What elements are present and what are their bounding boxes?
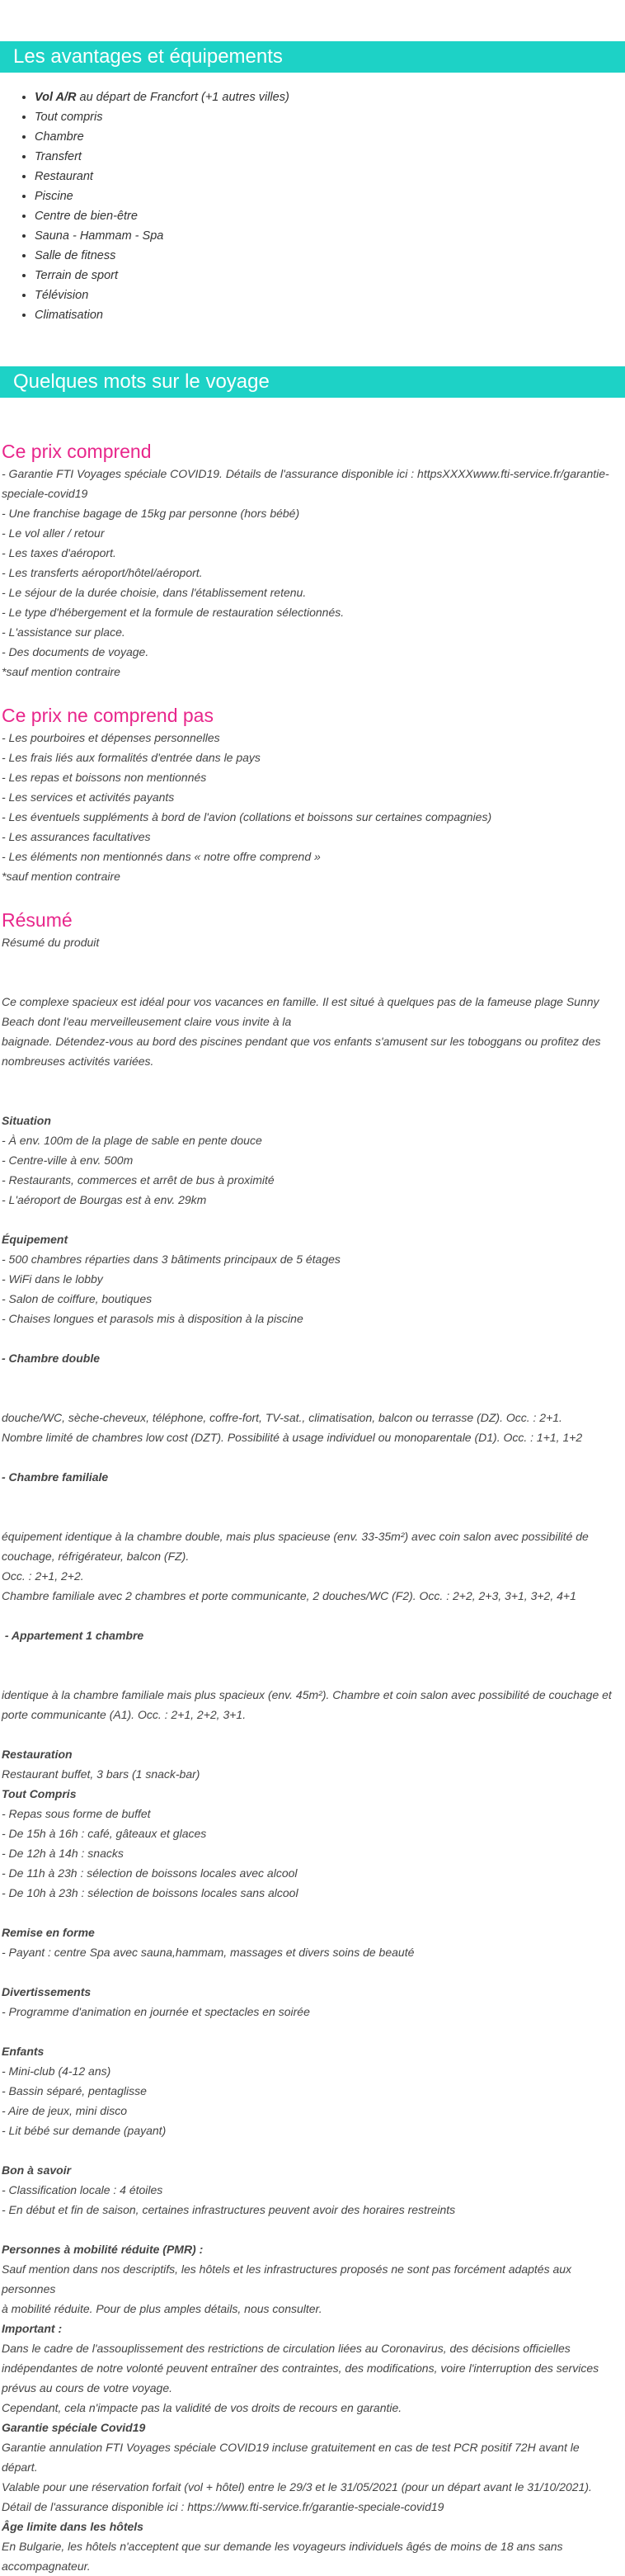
summary-blank-line	[2, 1665, 623, 1685]
price-includes-line: - Garantie FTI Voyages spéciale COVID19. Détails de l'assurance disponible ici : httpsXXXXwww.fti-service.fr/garantie-	[2, 467, 609, 480]
price-excludes-list	[2, 728, 623, 886]
summary-line: - 500 chambres réparties dans 3 bâtiments principaux de 5 étages	[2, 1253, 341, 1266]
summary-line: - Lit bébé sur demande (payant)	[2, 2124, 167, 2137]
summary-line: Restaurant buffet, 3 bars (1 snack-bar)	[2, 1767, 200, 1781]
summary-blank-line	[2, 1606, 623, 1625]
summary-subheading: - Chambre familiale	[2, 1470, 109, 1484]
amenity-item: • Salle de fitness	[35, 246, 625, 266]
amenity-item: • Terrain de sport	[35, 266, 625, 285]
amenity-item: • Chambre	[35, 127, 625, 147]
price-excludes-title: Ce prix ne comprend pas	[2, 705, 214, 726]
summary-line: - En début et fin de saison, certaines infrastructures peuvent avoir des horaires restreints	[2, 2203, 456, 2216]
summary-blank-line	[2, 1724, 623, 1744]
price-includes-title: Ce prix comprend	[2, 441, 152, 462]
summary-line: - Bassin séparé, pentaglisse	[2, 2084, 147, 2097]
summary-subheading: Remise en forme	[2, 1926, 95, 1939]
summary-subheading: Restauration	[2, 1748, 73, 1761]
summary-subheading: Tout Compris	[2, 1787, 77, 1800]
price-includes-line: - L'assistance sur place.	[2, 625, 125, 639]
amenity-item: • Télévision	[35, 285, 625, 305]
price-excludes-line: - Les éventuels suppléments à bord de l'avion (collations et boissons sur certaines compagnies)	[2, 810, 492, 823]
summary-line: - Mini-club (4-12 ans)	[2, 2064, 111, 2078]
section-price-excludes	[0, 703, 625, 886]
summary-blank-line	[2, 1388, 623, 1408]
summary-line: nombreuses activités variées.	[2, 1054, 154, 1068]
summary-subheading: Situation	[2, 1114, 51, 1127]
summary-line: Cependant, cela n'impacte pas la validité de vos droits de recours en garantie.	[2, 2401, 402, 2414]
summary-blank-line	[2, 1091, 623, 1111]
summary-line: En Bulgarie, les hôtels n'acceptent que sur demande les voyageurs individuels âgés de moins de 18 ans sans	[2, 2540, 563, 2553]
summary-line: Détail de l'assurance disponible ici : https://www.fti-service.fr/garantie-speciale-covid19	[2, 2500, 444, 2513]
summary-subheading: Bon à savoir	[2, 2163, 72, 2177]
price-includes-list	[2, 464, 623, 682]
price-includes-line: - Des documents de voyage.	[2, 645, 149, 658]
amenity-item: • Restaurant	[35, 167, 625, 186]
voyage-heading: Quelques mots sur le voyage	[0, 366, 625, 398]
summary-blank-line	[2, 1328, 623, 1348]
summary-blank-line	[2, 1962, 623, 1982]
price-includes-line: speciale-covid19	[2, 487, 88, 500]
avantages-heading: Les avantages et équipements	[0, 41, 625, 73]
summary-blank-line	[2, 1507, 623, 1526]
summary-subheading: Enfants	[2, 2045, 45, 2058]
summary-line: - De 10h à 23h : sélection de boissons locales sans alcool	[2, 1886, 298, 1899]
summary-blank-line	[2, 1071, 623, 1091]
summary-line: - Repas sous forme de buffet	[2, 1807, 151, 1820]
summary-line: - Restaurants, commerces et arrêt de bus à proximité	[2, 1173, 275, 1187]
summary-subheading: - Appartement 1 chambre	[2, 1629, 144, 1642]
summary-blank-line	[2, 1210, 623, 1229]
section-price-includes	[0, 439, 625, 682]
summary-line: équipement identique à la chambre double, mais plus spacieuse (env. 33-35m²) avec coin salon avec possibilité de	[2, 1530, 589, 1543]
summary-line: - Aire de jeux, mini disco	[2, 2104, 127, 2117]
summary-blank-line	[2, 1903, 623, 1923]
summary-subheading: Divertissements	[2, 1985, 92, 1998]
summary-blank-line	[2, 1368, 623, 1388]
summary-line: Chambre familiale avec 2 chambres et porte communicante, 2 douches/WC (F2). Occ. : 2+2, 2+3, 3+1, 3+2, 4+1	[2, 1589, 576, 1602]
summary-line: Dans le cadre de l'assouplissement des restrictions de circulation liées au Coronavirus, des décisions officielles	[2, 2342, 571, 2355]
summary-blank-line	[2, 972, 623, 992]
price-excludes-line: - Les pourboires et dépenses personnelles	[2, 731, 220, 744]
page	[0, 41, 625, 2576]
summary-blank-line	[2, 2220, 623, 2239]
summary-subheading: Garantie spéciale Covid19	[2, 2421, 146, 2434]
price-excludes-line: - Les frais liés aux formalités d'entrée dans le pays	[2, 751, 261, 764]
amenity-flight-label: Vol A/R	[35, 91, 77, 104]
summary-line: Ce complexe spacieux est idéal pour vos vacances en famille. Il est situé à quelques pas de la fameuse plage Sunny	[2, 995, 599, 1008]
summary-subheading: Équipement	[2, 1233, 68, 1246]
summary-line: Résumé du produit	[2, 936, 100, 949]
price-includes-line: - Le type d'hébergement et la formule de restauration sélectionnés.	[2, 606, 345, 619]
summary-line: - L'aéroport de Bourgas est à env. 29km	[2, 1193, 207, 1206]
amenity-item: • Sauna - Hammam - Spa	[35, 226, 625, 246]
summary-line: - Programme d'animation en journée et spectacles en soirée	[2, 2005, 310, 2018]
summary-subheading: Important :	[2, 2322, 63, 2335]
summary-blank-line	[2, 1447, 623, 1467]
summary-blank-line	[2, 1645, 623, 1665]
amenity-item	[35, 87, 625, 107]
summary-line: - Classification locale : 4 étoiles	[2, 2183, 163, 2196]
amenity-flight-detail: au départ de Francfort (+1 autres villes)	[76, 91, 289, 104]
amenity-item: • Transfert	[35, 147, 625, 167]
summary-title: Résumé	[2, 909, 73, 931]
summary-subheading: - Chambre double	[2, 1352, 101, 1365]
summary-subheading: Personnes à mobilité réduite (PMR) :	[2, 2243, 204, 2256]
summary-blank-line	[2, 952, 623, 972]
summary-line: - Salon de coiffure, boutiques	[2, 1292, 153, 1305]
amenity-item: • Tout compris	[35, 107, 625, 127]
summary-line: départ.	[2, 2460, 38, 2474]
price-excludes-line: *sauf mention contraire	[2, 870, 120, 883]
price-excludes-line: - Les repas et boissons non mentionnés	[2, 771, 207, 784]
summary-line: Sauf mention dans nos descriptifs, les hôtels et les infrastructures proposés ne sont pas forcément adaptés aux personnes	[2, 2262, 575, 2295]
summary-line: prévus au cours de votre voyage.	[2, 2381, 173, 2394]
summary-line: Nombre limité de chambres low cost (DZT). Possibilité à usage individuel ou monoparentale (D1). Occ. : 1+1, 1+2	[2, 1431, 583, 1444]
summary-line: accompagnateur.	[2, 2559, 91, 2573]
price-includes-line: - Les transferts aéroport/hôtel/aéroport.	[2, 566, 203, 579]
summary-line: - De 11h à 23h : sélection de boissons locales avec alcool	[2, 1866, 298, 1880]
price-excludes-line: - Les éléments non mentionnés dans « notre offre comprend »	[2, 850, 321, 863]
amenity-item: • Climatisation	[35, 305, 625, 325]
price-excludes-line: - Les assurances facultatives	[2, 830, 151, 843]
summary-line: Beach dont l'eau merveilleusement claire vous invite à la	[2, 1015, 292, 1028]
summary-line: baignade. Détendez-vous au bord des piscines pendant que vos enfants s'amusent sur les toboggans ou profitez des	[2, 1035, 601, 1048]
summary-line: - WiFi dans le lobby	[2, 1272, 103, 1286]
summary-subheading: Âge limite dans les hôtels	[2, 2520, 143, 2533]
summary-blank-line	[2, 2140, 623, 2160]
summary-line: indépendantes de notre volonté peuvent entraîner des contraintes, des modifications, voire l'interruption des services	[2, 2361, 599, 2375]
summary-line: à mobilité réduite. Pour de plus amples détails, nous consulter.	[2, 2302, 322, 2315]
amenity-item: • Piscine	[35, 186, 625, 206]
summary-line: Valable pour une réservation forfait (vol + hôtel) entre le 29/3 et le 31/05/2021 (pour un départ avant le 31/10/2021).	[2, 2480, 592, 2493]
summary-line: - De 15h à 16h : café, gâteaux et glaces	[2, 1827, 207, 1840]
summary-line: identique à la chambre familiale mais plus spacieux (env. 45m²). Chambre et coin salon avec possibilité de couchage et	[2, 1688, 612, 1701]
price-excludes-line: - Les services et activités payants	[2, 790, 175, 804]
summary-line: porte communicante (A1). Occ. : 2+1, 2+2, 3+1.	[2, 1708, 247, 1721]
price-includes-line: - Le séjour de la durée choisie, dans l'établissement retenu.	[2, 586, 307, 599]
price-includes-line: - Les taxes d'aéroport.	[2, 546, 116, 559]
price-includes-line: *sauf mention contraire	[2, 665, 120, 678]
summary-line: - De 12h à 14h : snacks	[2, 1847, 124, 1860]
summary-line: - Centre-ville à env. 500m	[2, 1154, 134, 1167]
summary-line: Garantie annulation FTI Voyages spéciale COVID19 incluse gratuitement en cas de test PCR positif 72H avant le	[2, 2441, 580, 2454]
amenity-item: • Centre de bien-être	[35, 206, 625, 226]
summary-line: - Chaises longues et parasols mis à disposition à la piscine	[2, 1312, 303, 1325]
summary-blank-line	[2, 1487, 623, 1507]
summary-line: Occ. : 2+1, 2+2.	[2, 1569, 84, 1583]
price-includes-line: - Le vol aller / retour	[2, 526, 105, 540]
section-summary	[0, 908, 625, 2576]
summary-line: douche/WC, sèche-cheveux, téléphone, coffre-fort, TV-sat., climatisation, balcon ou terrasse (DZ). Occ. : 2+1.	[2, 1411, 562, 1424]
price-includes-line: - Une franchise bagage de 15kg par personne (hors bébé)	[2, 507, 300, 520]
amenities-list	[0, 87, 625, 325]
summary-line: - Payant : centre Spa avec sauna,hammam, massages et divers soins de beauté	[2, 1946, 415, 1959]
summary-line: couchage, réfrigérateur, balcon (FZ).	[2, 1550, 190, 1563]
summary-line: - À env. 100m de la plage de sable en pente douce	[2, 1134, 262, 1147]
summary-text	[2, 932, 623, 2576]
summary-blank-line	[2, 2022, 623, 2041]
